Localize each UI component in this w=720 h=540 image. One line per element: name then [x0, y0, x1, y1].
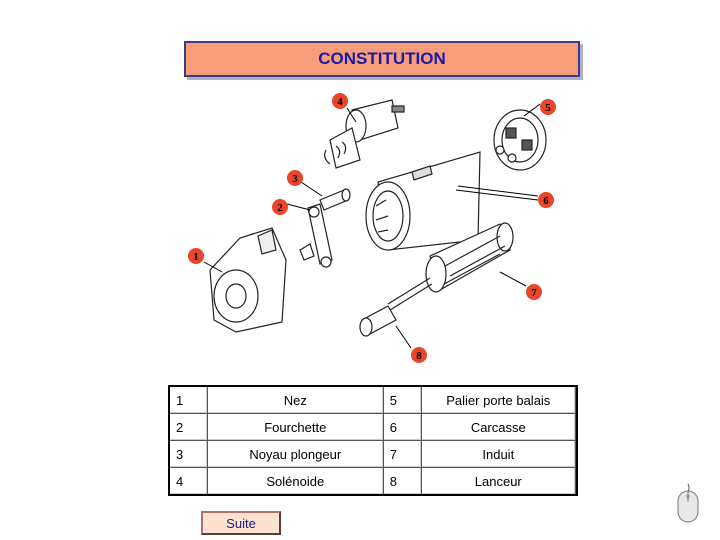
- callout-2: [272, 199, 288, 215]
- legend-label: Fourchette: [208, 414, 384, 441]
- callout-6: [538, 192, 554, 208]
- legend-number: 3: [170, 441, 208, 468]
- callout-3: [287, 170, 303, 186]
- suite-button-label: Suite: [226, 515, 256, 531]
- legend-number: 1: [170, 387, 208, 414]
- legend-label: Lanceur: [422, 468, 576, 494]
- callout-8: [411, 347, 427, 363]
- callout-number: 6: [543, 195, 549, 207]
- callout-1: [188, 248, 204, 264]
- legend-label: Palier porte balais: [422, 387, 576, 414]
- page-title-text: CONSTITUTION: [318, 49, 446, 68]
- callout-number: 2: [277, 202, 283, 214]
- callout-number: 3: [292, 173, 298, 185]
- legend-label: Solénoide: [208, 468, 384, 494]
- legend-number: 8: [384, 468, 422, 494]
- legend-label: Induit: [422, 441, 576, 468]
- legend-label: Carcasse: [422, 414, 576, 441]
- legend-number: 4: [170, 468, 208, 494]
- legend-number: 2: [170, 414, 208, 441]
- callout-number: 7: [531, 287, 537, 299]
- callout-number: 8: [416, 350, 422, 362]
- callout-number: 4: [337, 96, 343, 108]
- legend-label: Nez: [208, 387, 384, 414]
- table-row: [170, 441, 576, 468]
- legend-number: 5: [384, 387, 422, 414]
- mouse-icon: [676, 482, 700, 524]
- parts-legend-table: [168, 385, 578, 496]
- callout-4: [332, 93, 348, 109]
- callout-number: 1: [193, 251, 199, 263]
- table-row: [170, 414, 576, 441]
- suite-button[interactable]: [201, 511, 281, 535]
- callout-7: [526, 284, 542, 300]
- table-row: [170, 468, 576, 494]
- legend-number: 7: [384, 441, 422, 468]
- nose-part: [210, 228, 286, 332]
- drive-pinion-part: [360, 306, 396, 336]
- legend-number: 6: [384, 414, 422, 441]
- table-row: [170, 387, 576, 414]
- housing-part: [366, 152, 480, 250]
- callout-number: 5: [545, 102, 551, 114]
- brush-holder-part: [494, 110, 546, 170]
- plunger-part: [320, 189, 350, 210]
- solenoid-part: [325, 100, 404, 168]
- fork-part: [300, 204, 332, 267]
- callout-5: [540, 99, 556, 115]
- legend-label: Noyau plongeur: [208, 441, 384, 468]
